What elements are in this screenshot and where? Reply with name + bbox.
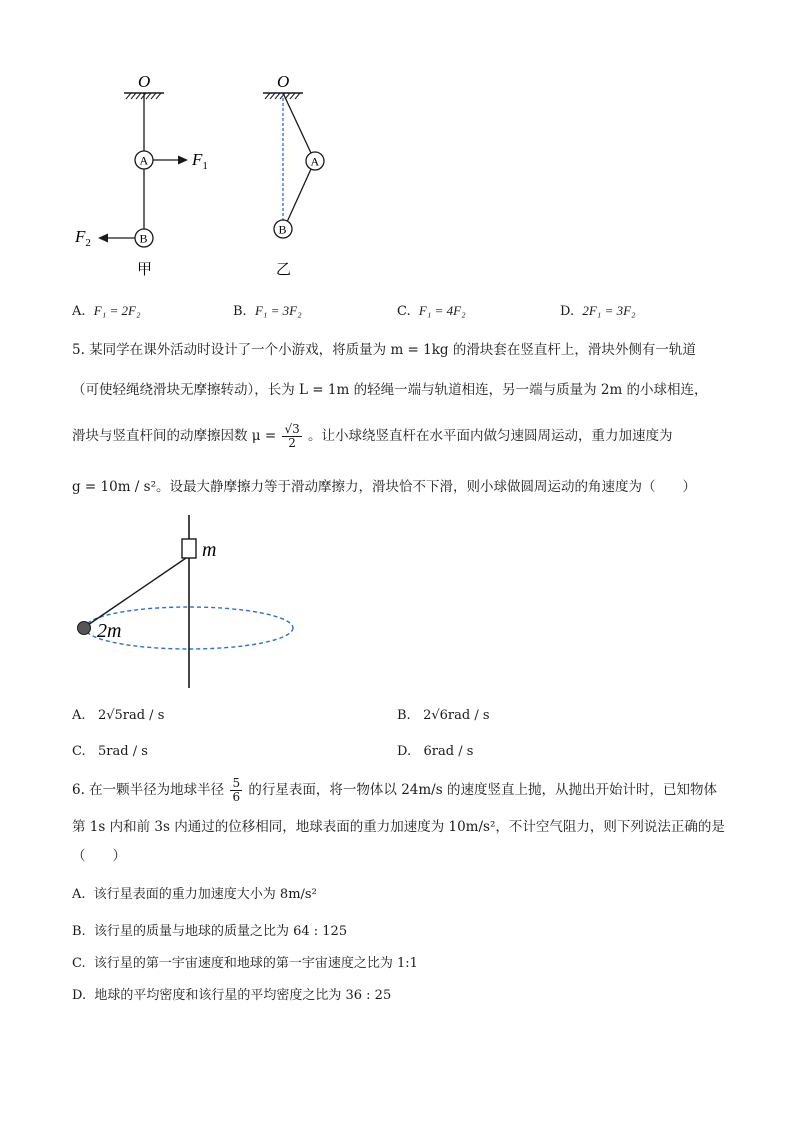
light-rope — [85, 556, 189, 627]
q6-line-2: 第 1s 内和前 3s 内通过的位移相同，地球表面的重力加速度为 10m/s²，不计空气阻力，则下列说法正确的是 — [72, 819, 725, 835]
force-f2-label: $F_2$ — [75, 227, 91, 249]
q4-option-a: A. F₁ = 2F₂ — [72, 303, 141, 319]
force-f1-label: $F_1$ — [192, 150, 208, 172]
q5-option-c: C. 5rad / s — [72, 744, 148, 759]
q6-line-1: 6. 在一颗半径为地球半径 $\frac{5}{6}$ 的行星表面，将一物体以 24m/s 的速度竖直上抛，从抛出开始计时，已知物体 — [72, 776, 717, 804]
pivot-label-left: O — [138, 72, 151, 91]
q5-line-1: 5. 某同学在课外活动时设计了一个小游戏，将质量为 m = 1kg 的滑块套在竖直杆上，滑块外侧有一轨道 — [72, 342, 696, 358]
q5-option-b: B. 2√6rad / s — [397, 708, 490, 723]
ball-a-left-label: A — [139, 153, 149, 168]
q5-option-a: A. 2√5rad / s — [72, 708, 165, 723]
q6-line-3: （ ） — [72, 848, 126, 864]
force-f1-arrowhead — [178, 156, 188, 165]
q4-option-d: D. 2F₁ = 3F₂ — [560, 303, 636, 319]
q6-option-b: B. 该行星的质量与地球的质量之比为 64 : 125 — [72, 924, 348, 939]
radius-fraction: $\frac{5}{6}$ — [232, 776, 241, 804]
caption-yi: 乙 — [276, 260, 292, 278]
ball-2m — [78, 622, 91, 635]
rod-right-lower — [287, 169, 311, 222]
q6-option-d: D. 地球的平均密度和该行星的平均密度之比为 36 : 25 — [72, 988, 392, 1003]
caption-jia: 甲 — [137, 260, 153, 278]
q5-option-d: D. 6rad / s — [397, 744, 474, 759]
ball-a-right-label: A — [310, 154, 320, 169]
q5-line-3: 滑块与竖直杆间的动摩擦因数 μ = $\frac{√3}{2}$ 。让小球绕竖直杆在水平面内做匀速圆周运动，重力加速度为 — [72, 422, 673, 450]
ball-mass-label: 2m — [97, 620, 122, 642]
q6-option-c: C. 该行星的第一宇宙速度和地球的第一宇宙速度之比为 1:1 — [72, 956, 418, 971]
q5-line-2: （可使轻绳绕滑块无摩擦转动），长为 L = 1m 的轻绳一端与轨道相连，另一端与质量为 2m 的小球相连， — [72, 382, 708, 398]
ball-b-right-label: B — [278, 222, 287, 237]
q6-option-a: A. 该行星表面的重力加速度大小为 8m/s² — [72, 887, 317, 902]
slider-mass-label: m — [202, 539, 217, 561]
q5-line-4: g = 10m / s²。设最大静摩擦力等于滑动摩擦力，滑块恰不下滑，则小球做圆周运动的角速度为（ ） — [72, 479, 696, 495]
ball-b-left-label: B — [139, 231, 148, 246]
pendulum-figure — [60, 65, 360, 285]
force-f2-arrowhead — [98, 234, 108, 243]
mu-fraction: $\frac{√3}{2}$ — [284, 422, 300, 450]
slider-block — [182, 539, 196, 558]
rotating-ball-figure — [70, 510, 310, 695]
q4-option-b: B. F₁ = 3F₂ — [233, 303, 302, 319]
rod-right-upper — [283, 93, 311, 153]
pivot-label-right: O — [277, 72, 290, 91]
q4-option-c: C. F₁ = 4F₂ — [397, 303, 466, 319]
